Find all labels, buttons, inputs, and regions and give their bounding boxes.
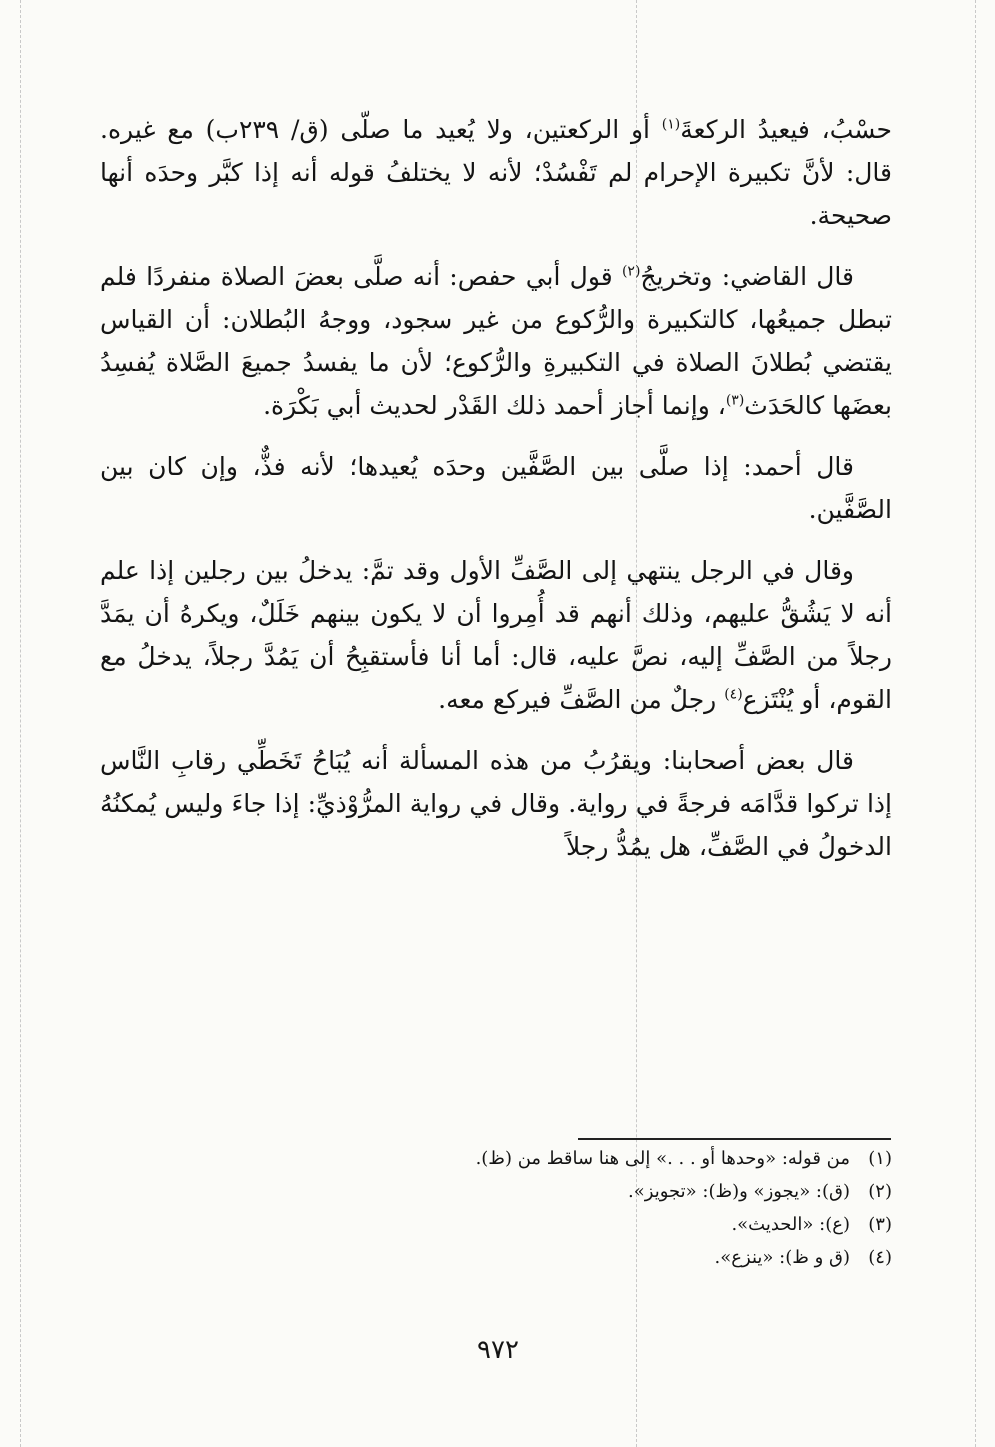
paragraph-4: وقال في الرجل ينتهي إلى الصَّفِّ الأول وقد تمَّ: يدخلُ بين رجلين إذا علم أنه لا يَشُقُّ عليهم، وذلك أنهم قد أُمِروا أن لا يكون بينهم خَلَلٌ، ويكرهُ أن يمَدَّ رجلاً من الصَّفِّ إليه، نصَّ عليه، قال: أما أنا فأستقبِحُ أن يَمُدَّ رجلاً، يدخلُ مع القوم، أو يُنْتَزع$^{(٤)}$ رجلٌ من الصَّفِّ فيركع معه. xyxy=(100,556,892,714)
footnote-ref-3: (٣) xyxy=(725,392,745,409)
footnote-2: (٢)(ق): «يجوز» و(ظ): «تجويز». xyxy=(628,1181,892,1202)
footnote-4: (٤)(ق و ظ): «ينزع». xyxy=(714,1247,892,1268)
page-number: ٩٧٢ xyxy=(477,1335,519,1365)
footnote-1: (١)من قوله: «وحدها أو . . .» إلى هنا ساقط من (ظ). xyxy=(475,1148,892,1169)
footnote-3: (٣)(ع): «الحديث». xyxy=(731,1214,892,1235)
footnote-separator xyxy=(578,1138,891,1140)
scan-guide-line-left xyxy=(20,0,21,1447)
main-text xyxy=(100,108,892,886)
paragraph-1: حسْبُ، فيعيدُ الركعةَ$^{(١)}$ أو الركعتين، ولا يُعيد ما صلّى (ق/ ٢٣٩ب) مع غيره. قال: لأنَّ تكبيرة الإحرام لم تَفْسُدْ؛ لأنه لا يختلفُ قوله أنه إذا كبَّر وحدَه أنها صحيحة. xyxy=(100,115,893,230)
paragraph-5: قال بعض أصحابنا: ويقرُبُ من هذه المسألة أنه يُبَاحُ تَخَطِّي رقابِ النَّاس إذا تركوا قدَّامَه فرجةً في رواية. وقال في رواية المرُّوْذيِّ: إذا جاءَ وليس يُمكنُهُ الدخولُ في الصَّفِّ، هل يمُدُّ رجلاً xyxy=(100,746,892,861)
paragraph-2: قال القاضي: وتخريجُ$^{(٢)}$ قول أبي حفص: أنه صلَّى بعضَ الصلاة منفردًا فلم تبطل جميعُها، كالتكبيرة والرُّكوع من غير سجود، ووجهُ البُطلان: أن القياس يقتضي بُطلانَ الصلاة في التكبيرةِ والرُّكوع؛ لأن ما يفسدُ جميعَ الصَّلاة يُفسِدُ بعضَها كالحَدَث$^{(٣)}$، وإنما أجاز أحمد ذلك القَدْر لحديث أبي بَكْرَة. xyxy=(100,262,892,420)
scan-guide-line-right xyxy=(975,0,976,1447)
footnotes xyxy=(180,1142,892,1274)
footnote-ref-2: (٢) xyxy=(621,263,641,280)
footnote-ref-1: (١) xyxy=(661,116,681,133)
footnote-ref-4: (٤) xyxy=(724,686,743,703)
paragraph-3: قال أحمد: إذا صلَّى بين الصَّفَّين وحدَه يُعيدها؛ لأنه فذٌّ، وإن كان بين الصَّفَّين. xyxy=(100,452,892,524)
